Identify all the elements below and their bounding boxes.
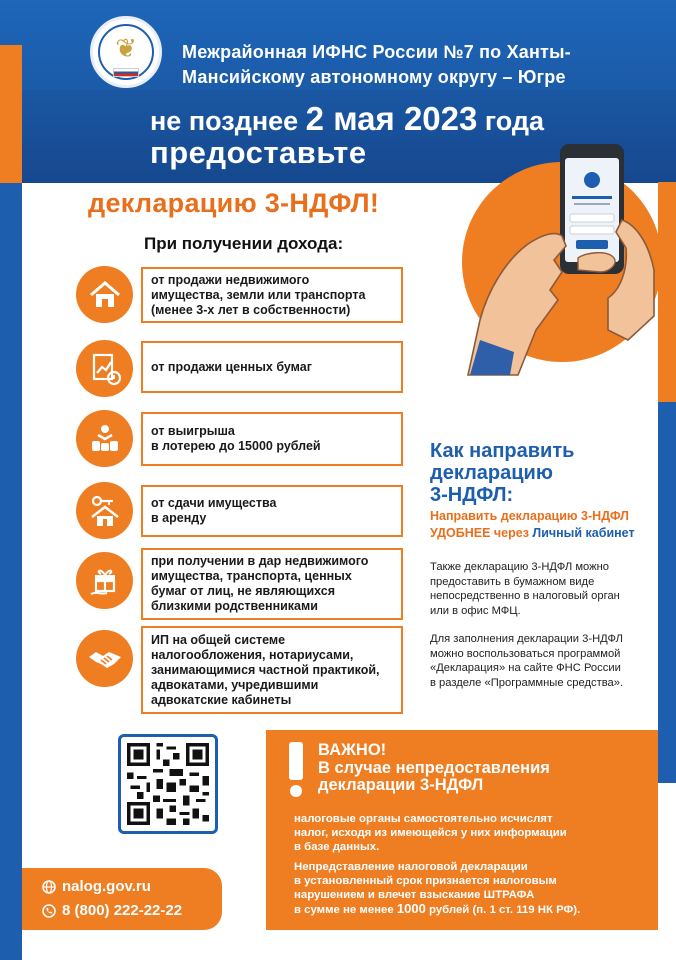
tax-service-emblem-icon: ❦ <box>90 16 162 88</box>
deadline-pre: не позднее <box>150 106 306 136</box>
income-line: имущества, транспорта, ценных <box>151 569 352 583</box>
income-line: ИП на общей системе <box>151 632 286 647</box>
income-item-entrepreneur <box>141 626 403 714</box>
income-line: имущества, земли или транспорта <box>151 287 366 302</box>
phone-icon <box>42 904 56 918</box>
info-line: Для заполнения декларации 3-НДФЛ <box>430 633 623 645</box>
info-line: в разделе «Программные средства». <box>430 676 624 689</box>
provide-heading: предоставьте <box>150 135 367 170</box>
gift-icon <box>76 552 133 609</box>
how-to-send-heading <box>430 440 640 506</box>
personal-account-line-2a: УДОБНЕЕ через <box>430 526 533 540</box>
personal-account-note <box>430 508 660 542</box>
info-line: Также декларацию 3-НДФЛ можно <box>430 561 609 573</box>
income-line: занимающимися частной практикой, <box>151 662 380 677</box>
key-house-icon <box>76 482 133 539</box>
phone-number[interactable]: 8 (800) 222-22-22 <box>62 902 183 919</box>
income-line: в аренду <box>151 511 207 525</box>
contacts-panel <box>22 868 222 930</box>
how-line: Как направить <box>430 440 575 462</box>
important-head-line: ВАЖНО! <box>318 741 387 759</box>
personal-account-link[interactable]: Личный кабинет <box>532 526 635 540</box>
info-line: можно воспользоваться программой <box>430 647 621 660</box>
income-line: от продажи ценных бумаг <box>151 359 312 374</box>
org-line-1: Межрайонная ИФНС России №7 по Ханты- <box>182 42 571 62</box>
income-line: адвокатами, учредившими <box>151 677 319 692</box>
important-line: в базе данных. <box>294 841 380 853</box>
income-line: от выигрыша <box>151 424 235 438</box>
income-item-rent <box>141 485 403 537</box>
important-line: налоговые органы самостоятельно исчислят <box>294 813 553 825</box>
right-orange-stripe <box>658 182 676 402</box>
important-line: в установленный срок признается налоговым <box>294 875 557 887</box>
income-item-property-sale <box>141 267 403 323</box>
info-line: «Декларация» на сайте ФНС России <box>430 662 621 674</box>
important-line: налог, исходя из имеющейся у них информации <box>294 827 567 839</box>
important-line: нарушением и влечет взыскание ШТРАФА <box>294 889 535 901</box>
info-line: непосредственно в налоговый орган <box>430 590 620 602</box>
deadline-post: года <box>477 106 545 136</box>
important-paragraph-1 <box>294 812 644 854</box>
site-link[interactable]: nalog.gov.ru <box>62 878 151 895</box>
income-line: налогообложения, нотариусами, <box>151 647 354 662</box>
org-line-2: Мансийскому автономному округу – Югре <box>182 67 566 87</box>
income-item-securities <box>141 341 403 393</box>
info-line: предоставить в бумажном виде <box>430 575 595 588</box>
important-head-line: В случае непредоставления <box>318 758 550 777</box>
deadline <box>150 100 544 138</box>
income-line: от продажи недвижимого <box>151 272 310 287</box>
income-item-lottery <box>141 412 403 466</box>
phone-in-hands-illustration <box>458 140 658 380</box>
chart-document-icon <box>76 340 133 397</box>
exclamation-icon <box>288 742 304 797</box>
info-line: или в офис МФЦ. <box>430 604 521 617</box>
fine-text-a: в сумме не менее <box>294 904 397 916</box>
important-line: Непредставление налоговой декларации <box>294 861 528 873</box>
how-line: декларацию <box>430 462 553 484</box>
income-heading: При получении дохода: <box>144 234 344 253</box>
globe-icon <box>42 880 56 894</box>
coins-winner-icon <box>76 410 133 467</box>
income-item-gift <box>141 548 403 620</box>
declaration-program-info <box>430 632 655 690</box>
personal-account-line-1: Направить декларацию 3-НДФЛ <box>430 509 629 523</box>
left-orange-stripe <box>0 45 22 185</box>
income-line: (менее 3-х лет в собственности) <box>151 302 351 317</box>
house-icon <box>76 266 133 323</box>
important-head-line: декларации 3-НДФЛ <box>318 776 484 794</box>
organization-name <box>182 40 652 90</box>
important-heading <box>318 742 618 795</box>
income-line: при получении в дар недвижимого <box>151 554 369 568</box>
important-paragraph-2 <box>294 860 649 917</box>
how-line: 3-НДФЛ: <box>430 484 514 506</box>
income-line: от сдачи имущества <box>151 496 277 510</box>
handshake-icon <box>76 630 133 687</box>
important-notice <box>266 730 658 930</box>
fine-amount: 1000 <box>396 901 426 916</box>
fine-text-b: рублей (п. 1 ст. 119 НК РФ). <box>425 904 581 916</box>
declaration-title: декларацию 3-НДФЛ! <box>88 188 380 218</box>
left-blue-stripe <box>0 183 22 960</box>
income-line: адвокатские кабинеты <box>151 692 292 707</box>
deadline-date: 2 мая 2023 <box>305 100 478 137</box>
qr-code[interactable] <box>118 734 218 834</box>
income-line: близкими родственниками <box>151 599 318 613</box>
income-line: в лотерею до 15000 рублей <box>151 439 321 453</box>
paper-submission-info <box>430 560 655 618</box>
income-line: бумаг от лиц, не являющихся <box>151 584 336 598</box>
